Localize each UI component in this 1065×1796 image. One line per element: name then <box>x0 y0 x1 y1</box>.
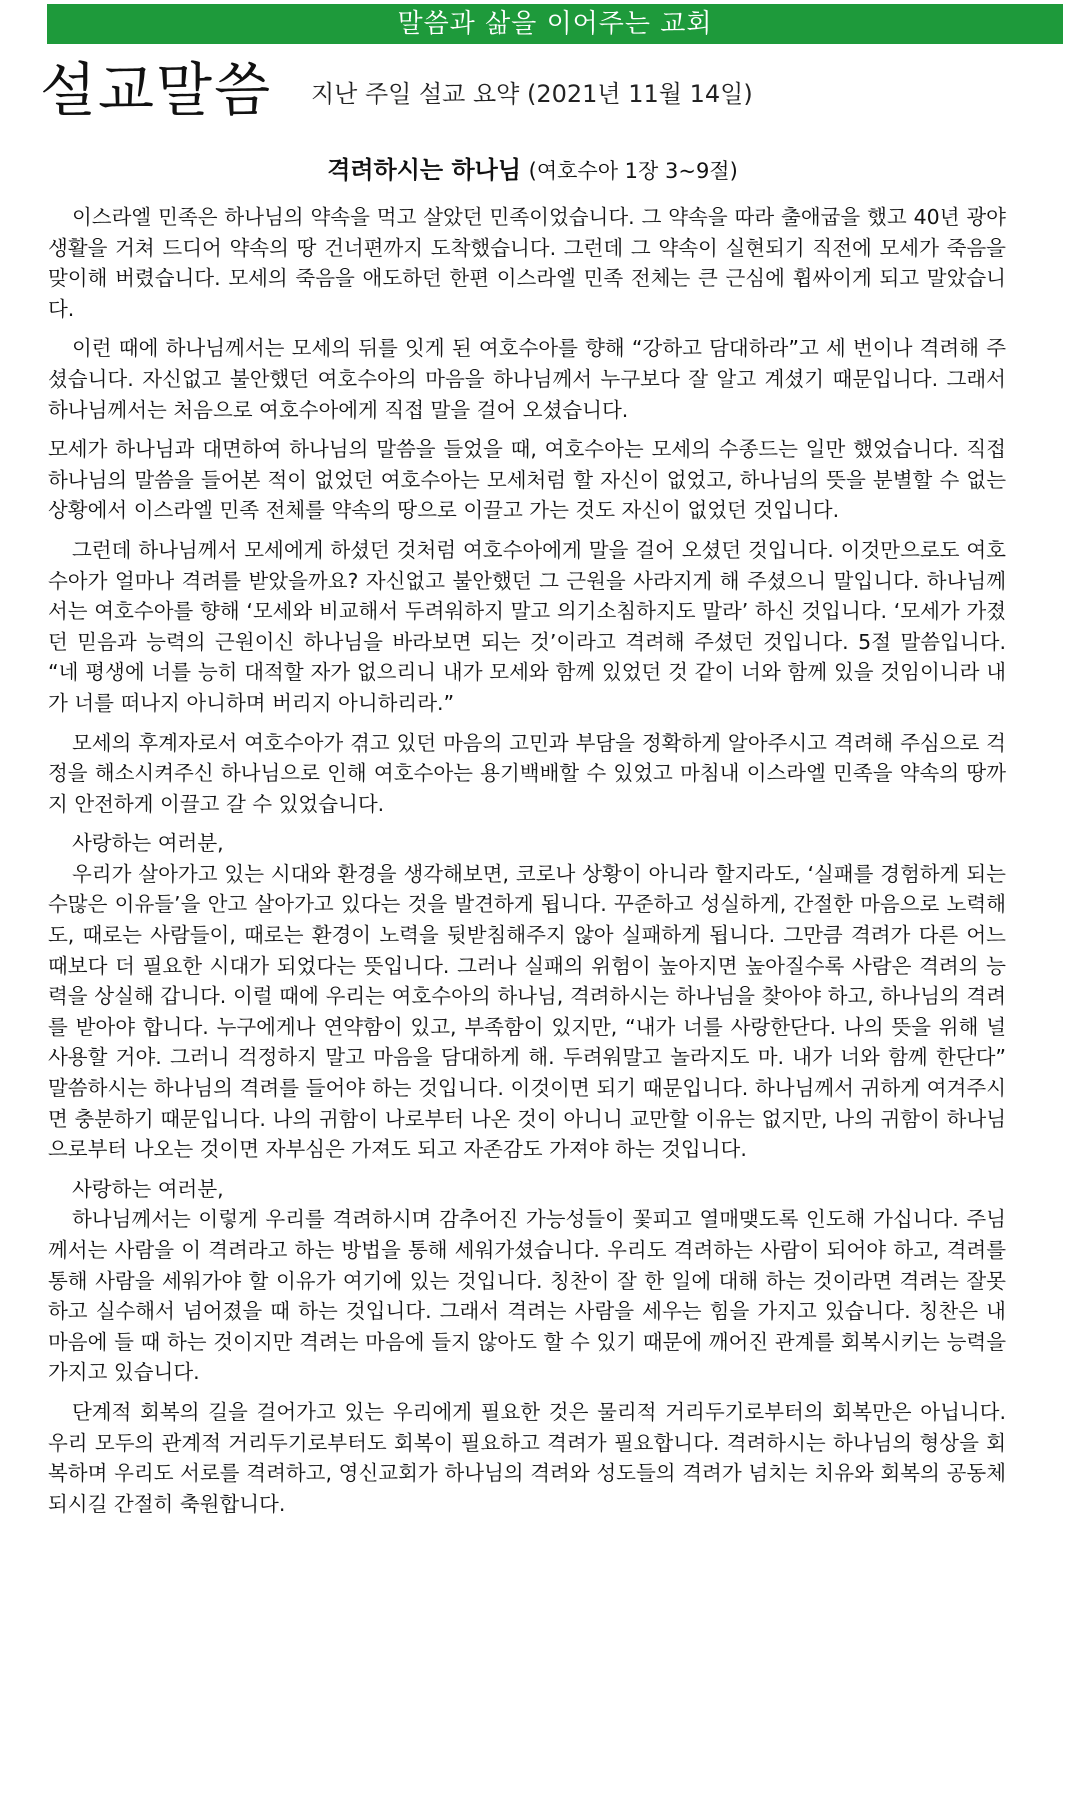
paragraph: 그런데 하나님께서 모세에게 하셨던 것처럼 여호수아에게 말을 걸어 오셨던 것입니다. 이것만으로도 여호수아가 얼마나 격려를 받았을까요? 자신없고 불안했던 그 근원을 사라지게 해 주셨으니 말입니다. 하나님께서는 여호수아를 향해 ‘모세와 비교해서 두려워하지 말고 의기소침하지도 말라’ 하신 것입니다. ‘모세가 가졌던 믿음과 능력의 근원이신 하나님을 바라보면 되는 것’이라고 격려해 주셨던 것입니다. 5절 말씀입니다. “네 평생에 너를 능히 대적할 자가 없으리니 내가 모세와 함께 있었던 것 같이 너와 함께 있을 것임이니라 내가 너를 떠나지 아니하며 버리지 아니하리라.” <box>48 537 1006 715</box>
scripture-reference: (여호수아 1장 3~9절) <box>528 159 738 183</box>
paragraph: 모세의 후계자로서 여호수아가 겪고 있던 마음의 고민과 부담을 정확하게 알아주시고 격려해 주심으로 걱정을 해소시켜주신 하나님으로 인해 여호수아는 용기백배할 수 있었고 마침내 이스라엘 민족을 약속의 땅까지 안전하게 이끌고 갈 수 있었습니다. <box>48 730 1006 816</box>
paragraph: 이런 때에 하나님께서는 모세의 뒤를 잇게 된 여호수아를 향해 “강하고 담대하라”고 세 번이나 격려해 주셨습니다. 자신없고 불안했던 여호수아의 마음을 하나님께서 누구보다 잘 알고 계셨기 때문입니다. 그래서 하나님께서는 처음으로 여호수아에게 직접 말을 걸어 오셨습니다. <box>48 336 1006 422</box>
sermon-heading <box>0 152 1065 189</box>
sermon-body <box>48 202 1006 1519</box>
paragraph: 이스라엘 민족은 하나님의 약속을 먹고 살았던 민족이었습니다. 그 약속을 따라 출애굽을 했고 40년 광야 생활을 거쳐 드디어 약속의 땅 건너편까지 도착했습니다. 그런데 그 약속이 실현되기 직전에 모세가 죽음을 맞이해 버렸습니다. 모세의 죽음을 애도하던 한편 이스라엘 민족 전체는 큰 근심에 휩싸이게 되고 말았습니다. <box>48 205 1006 321</box>
salutation: 사랑하는 여러분, <box>72 1176 224 1201</box>
church-slogan-banner: 말씀과 삶을 이어주는 교회 <box>47 4 1063 44</box>
page-title: 설교말씀 <box>40 56 273 124</box>
paragraph: 모세가 하나님과 대면하여 하나님의 말씀을 들었을 때, 여호수아는 모세의 수종드는 일만 했었습니다. 직접 하나님의 말씀을 들어본 적이 없었던 여호수아는 모세처럼 할 자신이 없었고, 하나님의 뜻을 분별할 수 없는 상황에서 이스라엘 민족 전체를 약속의 땅으로 이끌고 가는 것도 자신이 없었던 것입니다. <box>48 437 1006 523</box>
page-subtitle: 지난 주일 설교 요약 (2021년 11월 14일) <box>311 80 753 108</box>
salutation: 사랑하는 여러분, <box>72 831 224 856</box>
paragraph: 단계적 회복의 길을 걸어가고 있는 우리에게 필요한 것은 물리적 거리두기로부터의 회복만은 아닙니다. 우리 모두의 관계적 거리두기로부터도 회복이 필요하고 격려가 필요합니다. 격려하시는 하나님의 형상을 회복하며 우리도 서로를 격려하고, 영신교회가 하나님의 격려와 성도들의 격려가 넘치는 치유와 회복의 공동체 되시길 간절히 축원합니다. <box>48 1399 1006 1516</box>
paragraph: 하나님께서는 이렇게 우리를 격려하시며 감추어진 가능성들이 꽃피고 열매맺도록 인도해 가십니다. 주님께서는 사람을 이 격려라고 하는 방법을 통해 세워가셨습니다. 우리도 격려하는 사람이 되어야 하고, 격려를 통해 사람을 세워가야 할 이유가 여기에 있는 것입니다. 칭찬이 잘 한 일에 대해 하는 것이라면 격려는 잘못하고 실수해서 넘어졌을 때 하는 것입니다. 그래서 격려는 사람을 세우는 힘을 가지고 있습니다. 칭찬은 내 마음에 들 때 하는 것이지만 격려는 마음에 들지 않아도 할 수 있기 때문에 깨어진 관계를 회복시키는 능력을 가지고 있습니다. <box>48 1207 1006 1385</box>
sermon-title: 격려하시는 하나님 <box>327 156 522 184</box>
paragraph: 우리가 살아가고 있는 시대와 환경을 생각해보면, 코로나 상황이 아니라 할지라도, ‘실패를 경험하게 되는 수많은 이유들’을 안고 살아가고 있다는 것을 발견하게 됩니다. 꾸준하고 성실하게, 간절한 마음으로 노력해도, 때로는 사람들이, 때로는 환경이 노력을 뒷받침해주지 않아 실패하게 됩니다. 그만큼 격려가 다른 어느 때보다 더 필요한 시대가 되었다는 뜻입니다. 그러나 실패의 위험이 높아지면 높아질수록 사람은 격려의 능력을 상실해 갑니다. 이럴 때에 우리는 여호수아의 하나님, 격려하시는 하나님을 찾아야 하고, 하나님의 격려를 받아야 합니다. 누구에게나 연약함이 있고, 부족함이 있지만, “내가 너를 사랑한단다. 나의 뜻을 위해 널 사용할 거야. 그러니 걱정하지 말고 마음을 담대하게 해. 두려워말고 놀라지도 마. 내가 너와 함께 한단다” 말씀하시는 하나님의 격려를 들어야 하는 것입니다. 이것이면 되기 때문입니다. 하나님께서 귀하게 여겨주시면 충분하기 때문입니다. 나의 귀함이 나로부터 나온 것이 아니니 교만할 이유는 없지만, 나의 귀함이 하나님으로부터 나오는 것이면 자부심은 가져도 되고 자존감도 가져야 하는 것입니다. <box>48 861 1006 1162</box>
